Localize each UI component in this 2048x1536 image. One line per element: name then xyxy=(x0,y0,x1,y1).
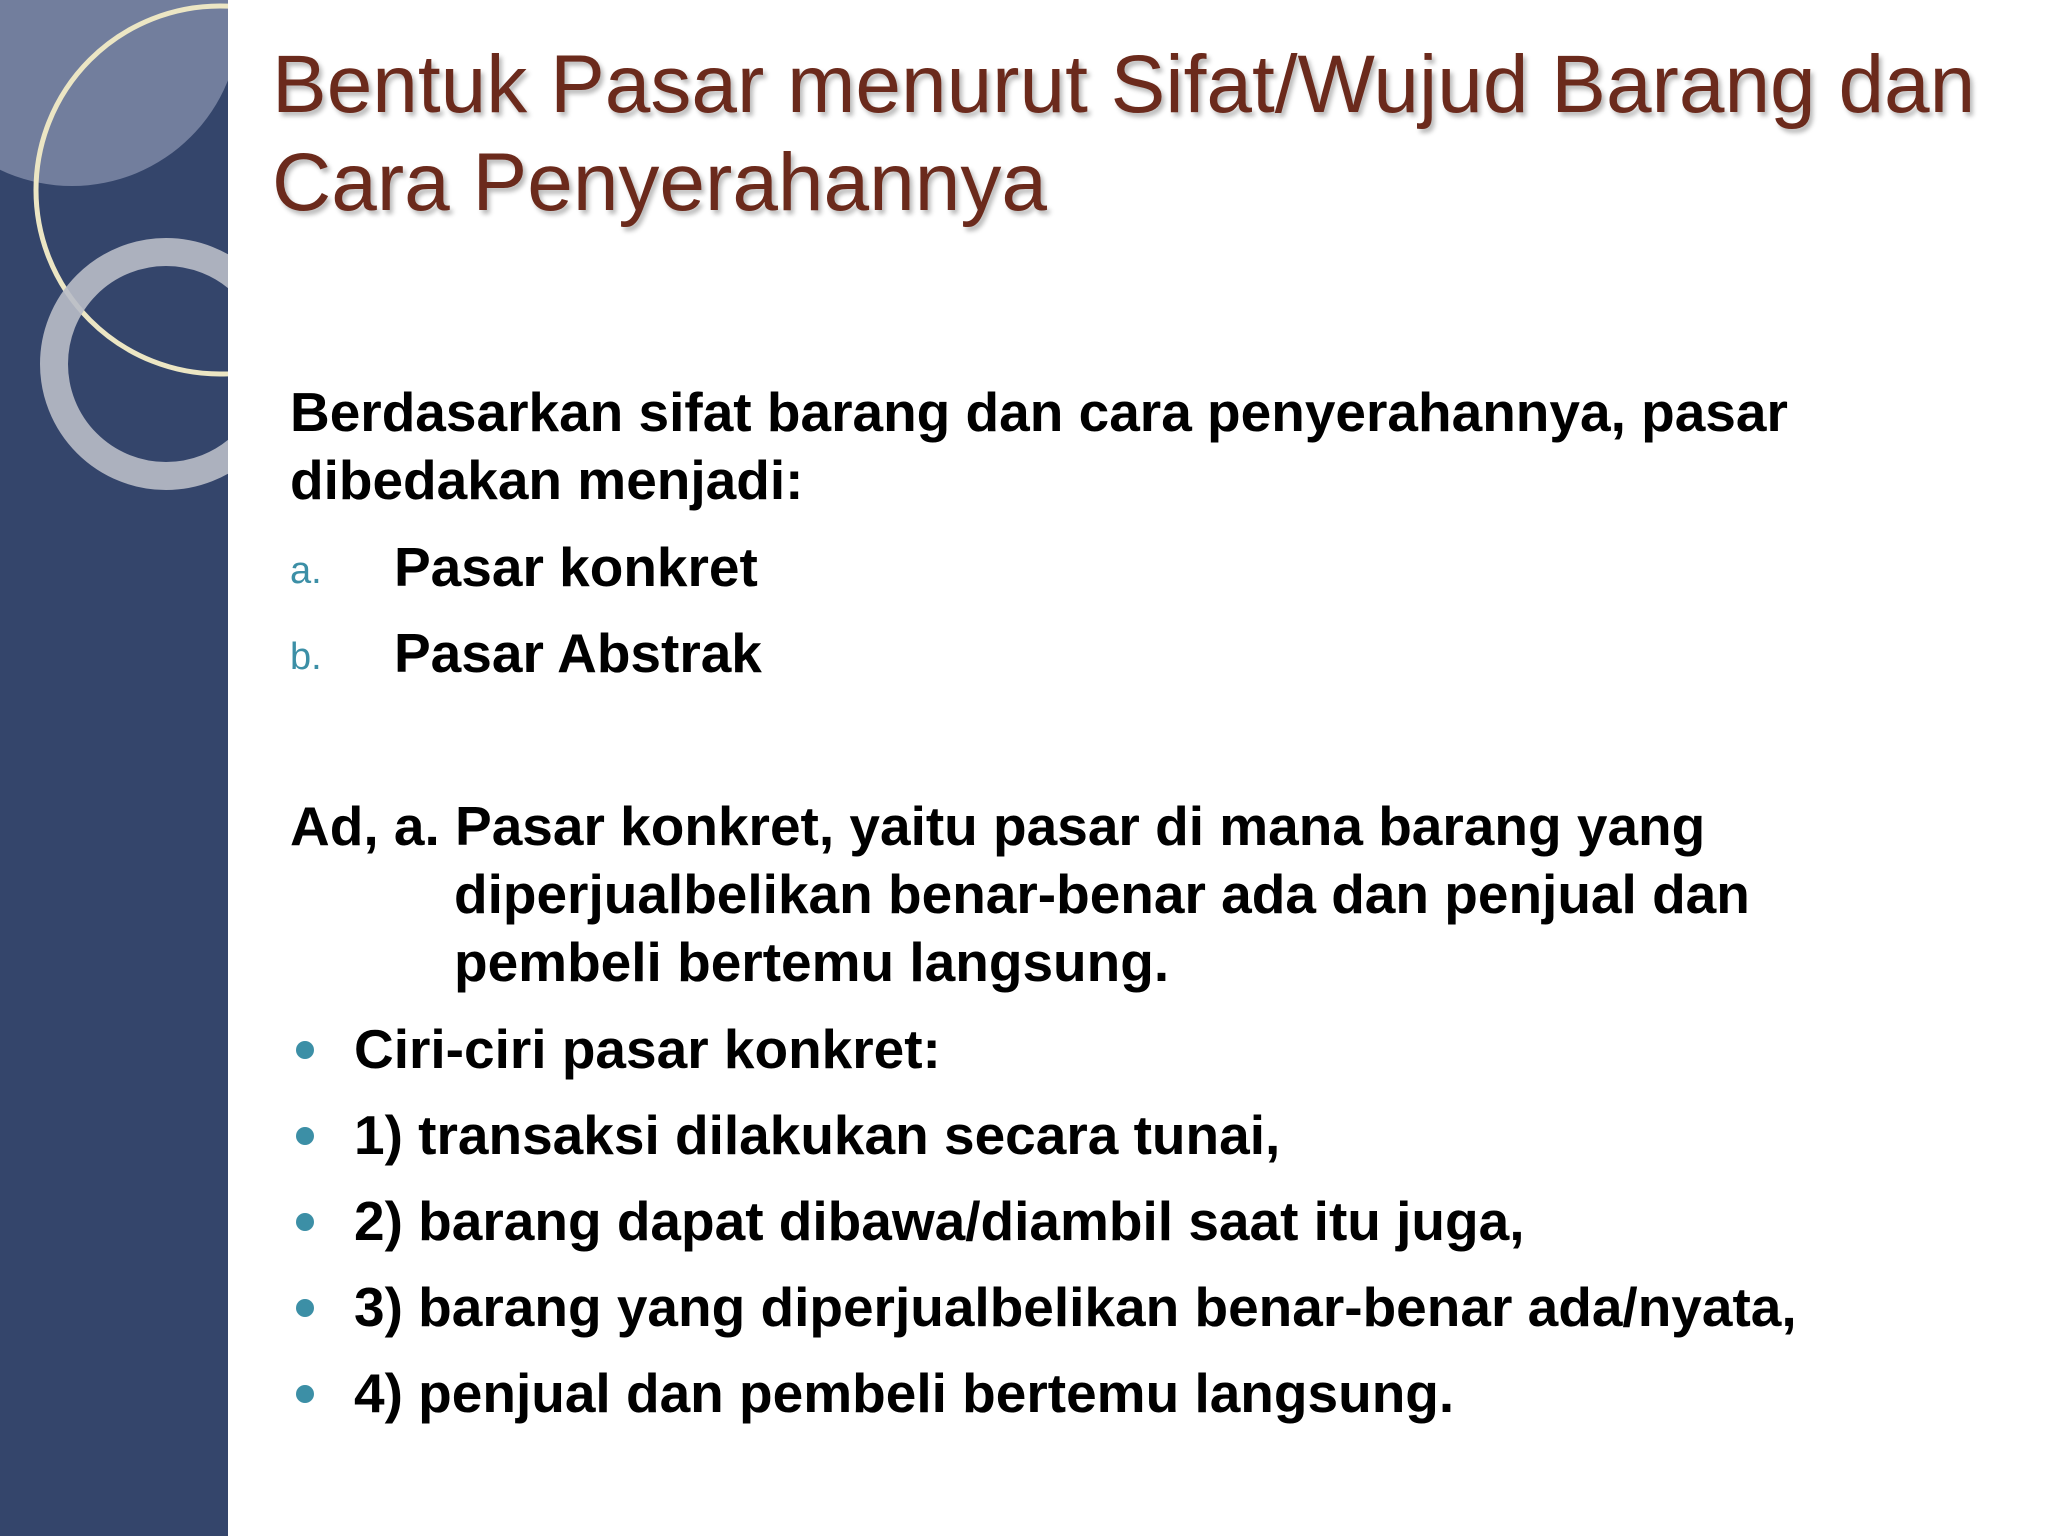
list-item xyxy=(290,1350,2010,1436)
intro-line: dibedakan menjadi: xyxy=(290,449,804,511)
definition-lead: Ad, a. xyxy=(290,795,456,857)
bullet-dot-icon xyxy=(296,1299,314,1317)
bullet-dot-icon xyxy=(296,1213,314,1231)
list-item xyxy=(290,610,2010,696)
decorative-circles-graphic xyxy=(0,0,228,1536)
list-item-text: Ciri-ciri pasar konkret: xyxy=(354,1018,941,1080)
definition-paragraph xyxy=(290,792,2010,996)
list-item-text: 2) barang dapat dibawa/diambil saat itu juga, xyxy=(354,1190,1525,1252)
large-circle-shape xyxy=(0,0,228,186)
market-types-list xyxy=(290,524,2010,696)
list-item xyxy=(290,1264,2010,1350)
slide-title: Bentuk Pasar menurut Sifat/Wujud Barang dan Cara Penyerahannya xyxy=(272,39,1976,228)
bullet-dot-icon xyxy=(296,1127,314,1145)
list-marker: a. xyxy=(290,550,322,592)
list-item-label: Pasar konkret xyxy=(394,536,758,598)
list-item xyxy=(290,1178,2010,1264)
characteristics-list xyxy=(290,1006,2010,1436)
definition-line: diperjualbelikan benar-benar ada dan penjual dan xyxy=(454,863,1750,925)
thick-ring-shape xyxy=(54,252,228,476)
intro-paragraph xyxy=(290,378,1890,514)
list-item xyxy=(290,1092,2010,1178)
list-item-text: 1) transaksi dilakukan secara tunai, xyxy=(354,1104,1281,1166)
sidebar-decoration xyxy=(0,0,228,1536)
list-item-label: Pasar Abstrak xyxy=(394,622,762,684)
slide-body xyxy=(290,378,2010,1436)
bullet-dot-icon xyxy=(296,1385,314,1403)
definition-line: Pasar konkret, yaitu pasar di mana barang yang xyxy=(455,795,1706,857)
bullet-dot-icon xyxy=(296,1041,314,1059)
intro-line: Berdasarkan sifat barang dan cara penyerahannya, pasar xyxy=(290,381,1788,443)
list-item-text: 4) penjual dan pembeli bertemu langsung. xyxy=(354,1362,1455,1424)
list-item-text: 3) barang yang diperjualbelikan benar-benar ada/nyata, xyxy=(354,1276,1797,1338)
definition-line: pembeli bertemu langsung. xyxy=(454,931,1170,993)
list-item xyxy=(290,1006,2010,1092)
list-item xyxy=(290,524,2010,610)
list-marker: b. xyxy=(290,636,322,678)
